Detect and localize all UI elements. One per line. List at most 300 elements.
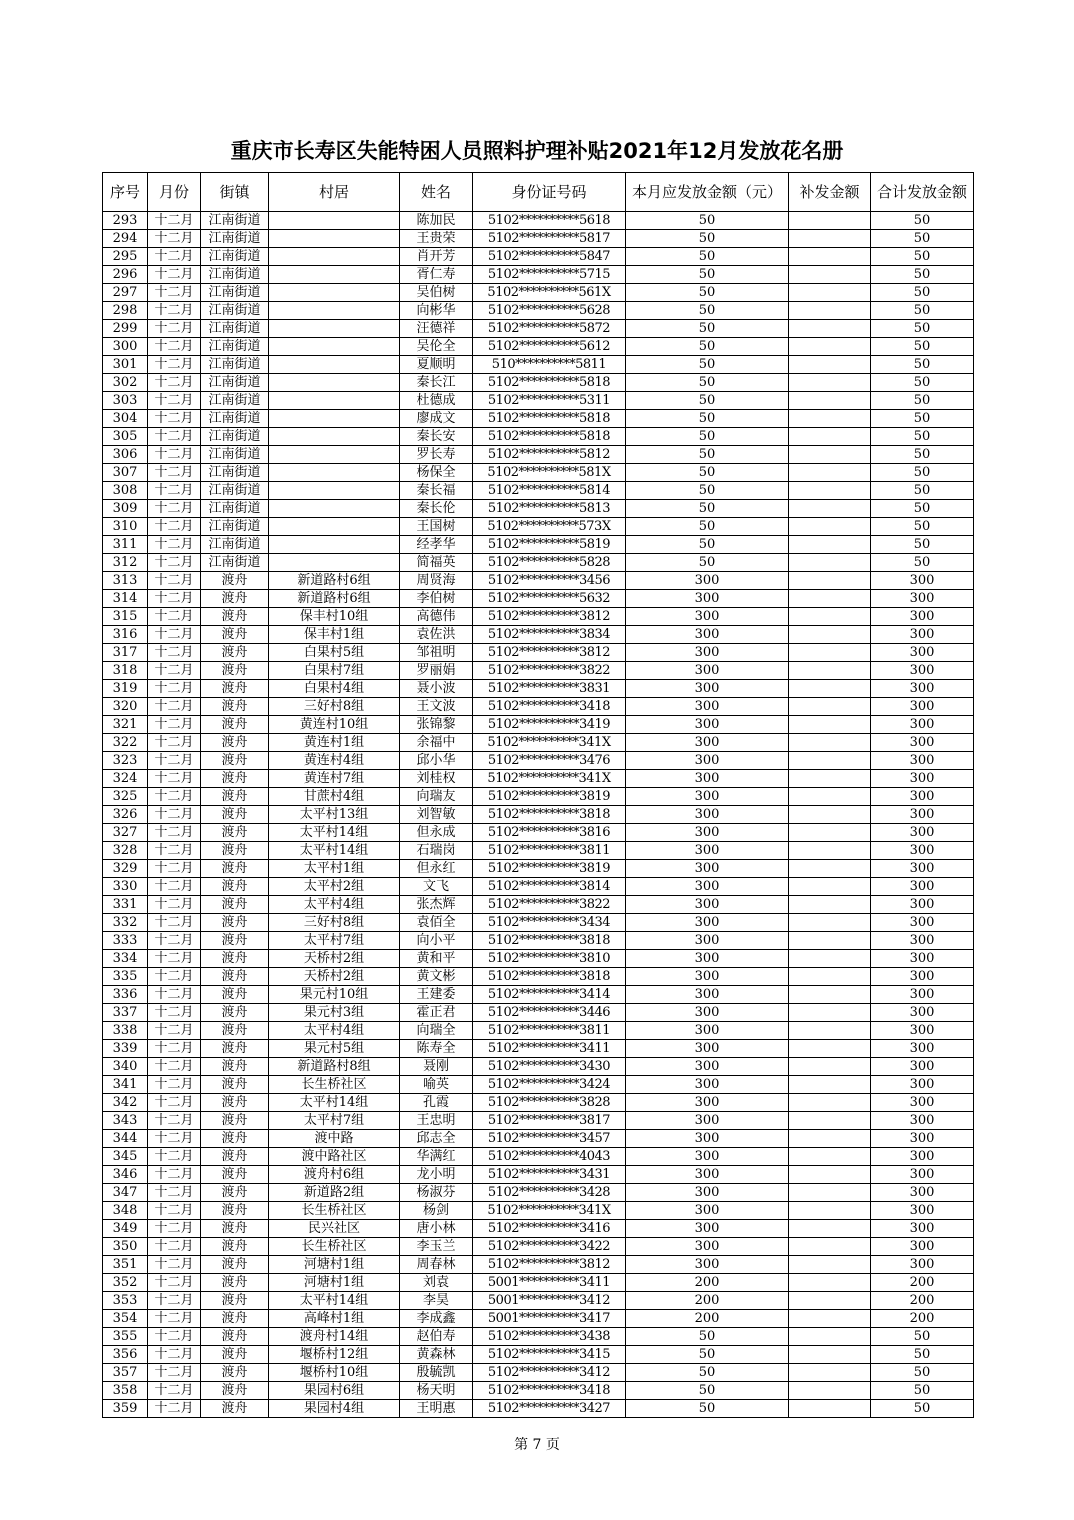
table-row bbox=[103, 284, 974, 302]
seq-cell: 304 bbox=[103, 410, 148, 428]
village-cell: 果园村6组 bbox=[269, 1382, 400, 1400]
table-row bbox=[103, 1040, 974, 1058]
back-pay-cell bbox=[789, 482, 871, 500]
table-row bbox=[103, 860, 974, 878]
seq-cell: 313 bbox=[103, 572, 148, 590]
village-cell: 保丰村1组 bbox=[269, 626, 400, 644]
back-pay-cell bbox=[789, 1184, 871, 1202]
column-header-id-number: 身份证号码 bbox=[473, 173, 626, 212]
seq-cell: 324 bbox=[103, 770, 148, 788]
month-cell: 十二月 bbox=[148, 554, 201, 572]
id-number-cell: 5001**********3417 bbox=[473, 1310, 626, 1328]
table-row bbox=[103, 1004, 974, 1022]
name-cell: 孔霞 bbox=[400, 1094, 473, 1112]
table-row bbox=[103, 1292, 974, 1310]
month-cell: 十二月 bbox=[148, 284, 201, 302]
seq-cell: 355 bbox=[103, 1328, 148, 1346]
seq-cell: 343 bbox=[103, 1112, 148, 1130]
month-cell: 十二月 bbox=[148, 752, 201, 770]
total-amount-cell: 50 bbox=[871, 248, 974, 266]
back-pay-cell bbox=[789, 1166, 871, 1184]
village-cell: 渡舟村14组 bbox=[269, 1328, 400, 1346]
month-cell: 十二月 bbox=[148, 1328, 201, 1346]
month-cell: 十二月 bbox=[148, 788, 201, 806]
back-pay-cell bbox=[789, 644, 871, 662]
month-cell: 十二月 bbox=[148, 302, 201, 320]
back-pay-cell bbox=[789, 230, 871, 248]
back-pay-cell bbox=[789, 590, 871, 608]
month-cell: 十二月 bbox=[148, 1166, 201, 1184]
seq-cell: 297 bbox=[103, 284, 148, 302]
seq-cell: 351 bbox=[103, 1256, 148, 1274]
monthly-amount-cell: 50 bbox=[626, 464, 789, 482]
id-number-cell: 5102**********3819 bbox=[473, 788, 626, 806]
table-row bbox=[103, 1220, 974, 1238]
seq-cell: 328 bbox=[103, 842, 148, 860]
seq-cell: 340 bbox=[103, 1058, 148, 1076]
name-cell: 邱志全 bbox=[400, 1130, 473, 1148]
monthly-amount-cell: 300 bbox=[626, 608, 789, 626]
table-row bbox=[103, 734, 974, 752]
id-number-cell: 5102**********341X bbox=[473, 734, 626, 752]
total-amount-cell: 300 bbox=[871, 968, 974, 986]
id-number-cell: 5102**********561X bbox=[473, 284, 626, 302]
month-cell: 十二月 bbox=[148, 1184, 201, 1202]
table-row bbox=[103, 626, 974, 644]
seq-cell: 309 bbox=[103, 500, 148, 518]
monthly-amount-cell: 300 bbox=[626, 824, 789, 842]
name-cell: 向瑞全 bbox=[400, 1022, 473, 1040]
total-amount-cell: 300 bbox=[871, 608, 974, 626]
id-number-cell: 5102**********3812 bbox=[473, 1256, 626, 1274]
name-cell: 杨剑 bbox=[400, 1202, 473, 1220]
total-amount-cell: 300 bbox=[871, 878, 974, 896]
monthly-amount-cell: 50 bbox=[626, 1346, 789, 1364]
id-number-cell: 5102**********3819 bbox=[473, 860, 626, 878]
id-number-cell: 5102**********3438 bbox=[473, 1328, 626, 1346]
seq-cell: 334 bbox=[103, 950, 148, 968]
id-number-cell: 5102**********5715 bbox=[473, 266, 626, 284]
month-cell: 十二月 bbox=[148, 1220, 201, 1238]
roster-table bbox=[102, 172, 974, 1418]
back-pay-cell bbox=[789, 824, 871, 842]
village-cell: 长生桥社区 bbox=[269, 1076, 400, 1094]
town-cell: 渡舟 bbox=[201, 806, 269, 824]
month-cell: 十二月 bbox=[148, 950, 201, 968]
id-number-cell: 5102**********5828 bbox=[473, 554, 626, 572]
month-cell: 十二月 bbox=[148, 266, 201, 284]
back-pay-cell bbox=[789, 968, 871, 986]
back-pay-cell bbox=[789, 1274, 871, 1292]
monthly-amount-cell: 300 bbox=[626, 860, 789, 878]
id-number-cell: 5102**********5819 bbox=[473, 536, 626, 554]
table-row bbox=[103, 968, 974, 986]
monthly-amount-cell: 50 bbox=[626, 1328, 789, 1346]
town-cell: 渡舟 bbox=[201, 770, 269, 788]
back-pay-cell bbox=[789, 1310, 871, 1328]
village-cell bbox=[269, 446, 400, 464]
id-number-cell: 5102**********5628 bbox=[473, 302, 626, 320]
monthly-amount-cell: 300 bbox=[626, 896, 789, 914]
id-number-cell: 5102**********5311 bbox=[473, 392, 626, 410]
seq-cell: 300 bbox=[103, 338, 148, 356]
back-pay-cell bbox=[789, 212, 871, 230]
town-cell: 渡舟 bbox=[201, 932, 269, 950]
village-cell bbox=[269, 518, 400, 536]
village-cell bbox=[269, 248, 400, 266]
town-cell: 江南街道 bbox=[201, 266, 269, 284]
village-cell bbox=[269, 500, 400, 518]
seq-cell: 306 bbox=[103, 446, 148, 464]
back-pay-cell bbox=[789, 896, 871, 914]
back-pay-cell bbox=[789, 1220, 871, 1238]
seq-cell: 333 bbox=[103, 932, 148, 950]
village-cell bbox=[269, 230, 400, 248]
total-amount-cell: 50 bbox=[871, 1346, 974, 1364]
table-row bbox=[103, 320, 974, 338]
id-number-cell: 5102**********3415 bbox=[473, 1346, 626, 1364]
village-cell: 新道路村8组 bbox=[269, 1058, 400, 1076]
table-row bbox=[103, 230, 974, 248]
name-cell: 李成鑫 bbox=[400, 1310, 473, 1328]
back-pay-cell bbox=[789, 788, 871, 806]
name-cell: 肖开芳 bbox=[400, 248, 473, 266]
monthly-amount-cell: 300 bbox=[626, 1094, 789, 1112]
id-number-cell: 5102**********3411 bbox=[473, 1040, 626, 1058]
table-row bbox=[103, 356, 974, 374]
total-amount-cell: 300 bbox=[871, 950, 974, 968]
back-pay-cell bbox=[789, 1346, 871, 1364]
monthly-amount-cell: 300 bbox=[626, 1238, 789, 1256]
village-cell: 新道路村6组 bbox=[269, 590, 400, 608]
town-cell: 渡舟 bbox=[201, 950, 269, 968]
name-cell: 霍正君 bbox=[400, 1004, 473, 1022]
village-cell: 果元村3组 bbox=[269, 1004, 400, 1022]
seq-cell: 325 bbox=[103, 788, 148, 806]
village-cell: 太平村13组 bbox=[269, 806, 400, 824]
month-cell: 十二月 bbox=[148, 1346, 201, 1364]
total-amount-cell: 50 bbox=[871, 446, 974, 464]
monthly-amount-cell: 50 bbox=[626, 284, 789, 302]
id-number-cell: 5001**********3411 bbox=[473, 1274, 626, 1292]
village-cell bbox=[269, 212, 400, 230]
monthly-amount-cell: 50 bbox=[626, 392, 789, 410]
table-row bbox=[103, 392, 974, 410]
id-number-cell: 5102**********5818 bbox=[473, 410, 626, 428]
back-pay-cell bbox=[789, 680, 871, 698]
town-cell: 渡舟 bbox=[201, 1004, 269, 1022]
seq-cell: 349 bbox=[103, 1220, 148, 1238]
village-cell: 长生桥社区 bbox=[269, 1202, 400, 1220]
id-number-cell: 5102**********3811 bbox=[473, 842, 626, 860]
monthly-amount-cell: 300 bbox=[626, 1130, 789, 1148]
id-number-cell: 5102**********3810 bbox=[473, 950, 626, 968]
total-amount-cell: 50 bbox=[871, 302, 974, 320]
seq-cell: 341 bbox=[103, 1076, 148, 1094]
monthly-amount-cell: 50 bbox=[626, 410, 789, 428]
town-cell: 江南街道 bbox=[201, 374, 269, 392]
month-cell: 十二月 bbox=[148, 1130, 201, 1148]
id-number-cell: 5102**********3476 bbox=[473, 752, 626, 770]
name-cell: 喻英 bbox=[400, 1076, 473, 1094]
name-cell: 邹祖明 bbox=[400, 644, 473, 662]
month-cell: 十二月 bbox=[148, 374, 201, 392]
id-number-cell: 5102**********5612 bbox=[473, 338, 626, 356]
table-row bbox=[103, 770, 974, 788]
table-row bbox=[103, 1202, 974, 1220]
seq-cell: 344 bbox=[103, 1130, 148, 1148]
id-number-cell: 5102**********5814 bbox=[473, 482, 626, 500]
total-amount-cell: 50 bbox=[871, 374, 974, 392]
month-cell: 十二月 bbox=[148, 734, 201, 752]
town-cell: 渡舟 bbox=[201, 1202, 269, 1220]
total-amount-cell: 50 bbox=[871, 1400, 974, 1418]
monthly-amount-cell: 300 bbox=[626, 788, 789, 806]
seq-cell: 303 bbox=[103, 392, 148, 410]
month-cell: 十二月 bbox=[148, 500, 201, 518]
back-pay-cell bbox=[789, 698, 871, 716]
month-cell: 十二月 bbox=[148, 608, 201, 626]
name-cell: 张杰辉 bbox=[400, 896, 473, 914]
table-row bbox=[103, 1058, 974, 1076]
back-pay-cell bbox=[789, 248, 871, 266]
monthly-amount-cell: 50 bbox=[626, 1364, 789, 1382]
town-cell: 渡舟 bbox=[201, 1274, 269, 1292]
total-amount-cell: 50 bbox=[871, 392, 974, 410]
name-cell: 汪德祥 bbox=[400, 320, 473, 338]
village-cell: 三好村8组 bbox=[269, 914, 400, 932]
month-cell: 十二月 bbox=[148, 770, 201, 788]
month-cell: 十二月 bbox=[148, 1238, 201, 1256]
table-row bbox=[103, 1328, 974, 1346]
seq-cell: 321 bbox=[103, 716, 148, 734]
table-row bbox=[103, 1076, 974, 1094]
month-cell: 十二月 bbox=[148, 482, 201, 500]
total-amount-cell: 50 bbox=[871, 428, 974, 446]
name-cell: 李伯树 bbox=[400, 590, 473, 608]
month-cell: 十二月 bbox=[148, 1094, 201, 1112]
back-pay-cell bbox=[789, 1130, 871, 1148]
month-cell: 十二月 bbox=[148, 248, 201, 266]
monthly-amount-cell: 300 bbox=[626, 626, 789, 644]
back-pay-cell bbox=[789, 914, 871, 932]
monthly-amount-cell: 300 bbox=[626, 968, 789, 986]
village-cell: 太平村14组 bbox=[269, 842, 400, 860]
village-cell: 太平村4组 bbox=[269, 1022, 400, 1040]
total-amount-cell: 200 bbox=[871, 1310, 974, 1328]
name-cell: 向小平 bbox=[400, 932, 473, 950]
total-amount-cell: 50 bbox=[871, 1382, 974, 1400]
total-amount-cell: 50 bbox=[871, 410, 974, 428]
monthly-amount-cell: 300 bbox=[626, 680, 789, 698]
town-cell: 渡舟 bbox=[201, 1220, 269, 1238]
table-row bbox=[103, 1166, 974, 1184]
id-number-cell: 5102**********341X bbox=[473, 1202, 626, 1220]
table-row bbox=[103, 1184, 974, 1202]
name-cell: 杨保全 bbox=[400, 464, 473, 482]
monthly-amount-cell: 50 bbox=[626, 554, 789, 572]
id-number-cell: 5102**********3817 bbox=[473, 1112, 626, 1130]
back-pay-cell bbox=[789, 626, 871, 644]
village-cell: 白果村7组 bbox=[269, 662, 400, 680]
name-cell: 王忠明 bbox=[400, 1112, 473, 1130]
town-cell: 渡舟 bbox=[201, 1184, 269, 1202]
name-cell: 赵伯寿 bbox=[400, 1328, 473, 1346]
table-row bbox=[103, 806, 974, 824]
total-amount-cell: 300 bbox=[871, 1112, 974, 1130]
id-number-cell: 5102**********3446 bbox=[473, 1004, 626, 1022]
town-cell: 渡舟 bbox=[201, 608, 269, 626]
seq-cell: 295 bbox=[103, 248, 148, 266]
month-cell: 十二月 bbox=[148, 680, 201, 698]
seq-cell: 327 bbox=[103, 824, 148, 842]
total-amount-cell: 300 bbox=[871, 896, 974, 914]
table-row bbox=[103, 554, 974, 572]
name-cell: 李玉兰 bbox=[400, 1238, 473, 1256]
id-number-cell: 5102**********5618 bbox=[473, 212, 626, 230]
total-amount-cell: 50 bbox=[871, 356, 974, 374]
seq-cell: 296 bbox=[103, 266, 148, 284]
village-cell: 新道路2组 bbox=[269, 1184, 400, 1202]
seq-cell: 332 bbox=[103, 914, 148, 932]
monthly-amount-cell: 300 bbox=[626, 1166, 789, 1184]
town-cell: 渡舟 bbox=[201, 842, 269, 860]
village-cell: 高峰村1组 bbox=[269, 1310, 400, 1328]
monthly-amount-cell: 300 bbox=[626, 1256, 789, 1274]
month-cell: 十二月 bbox=[148, 842, 201, 860]
table-row bbox=[103, 752, 974, 770]
town-cell: 渡舟 bbox=[201, 572, 269, 590]
total-amount-cell: 300 bbox=[871, 1058, 974, 1076]
month-cell: 十二月 bbox=[148, 572, 201, 590]
total-amount-cell: 300 bbox=[871, 572, 974, 590]
name-cell: 文飞 bbox=[400, 878, 473, 896]
total-amount-cell: 50 bbox=[871, 554, 974, 572]
name-cell: 唐小林 bbox=[400, 1220, 473, 1238]
monthly-amount-cell: 50 bbox=[626, 302, 789, 320]
total-amount-cell: 300 bbox=[871, 986, 974, 1004]
town-cell: 渡舟 bbox=[201, 1292, 269, 1310]
table-row bbox=[103, 1400, 974, 1418]
name-cell: 杨淑芬 bbox=[400, 1184, 473, 1202]
name-cell: 刘袁 bbox=[400, 1274, 473, 1292]
monthly-amount-cell: 300 bbox=[626, 1040, 789, 1058]
town-cell: 渡舟 bbox=[201, 824, 269, 842]
month-cell: 十二月 bbox=[148, 824, 201, 842]
total-amount-cell: 200 bbox=[871, 1292, 974, 1310]
back-pay-cell bbox=[789, 932, 871, 950]
town-cell: 江南街道 bbox=[201, 536, 269, 554]
village-cell bbox=[269, 536, 400, 554]
id-number-cell: 5102**********5812 bbox=[473, 446, 626, 464]
total-amount-cell: 300 bbox=[871, 716, 974, 734]
total-amount-cell: 300 bbox=[871, 1004, 974, 1022]
village-cell: 果元村10组 bbox=[269, 986, 400, 1004]
month-cell: 十二月 bbox=[148, 1022, 201, 1040]
village-cell bbox=[269, 410, 400, 428]
month-cell: 十二月 bbox=[148, 1112, 201, 1130]
id-number-cell: 5102**********3430 bbox=[473, 1058, 626, 1076]
village-cell: 保丰村10组 bbox=[269, 608, 400, 626]
back-pay-cell bbox=[789, 1328, 871, 1346]
total-amount-cell: 300 bbox=[871, 1238, 974, 1256]
name-cell: 张锦黎 bbox=[400, 716, 473, 734]
town-cell: 江南街道 bbox=[201, 482, 269, 500]
month-cell: 十二月 bbox=[148, 410, 201, 428]
table-row bbox=[103, 1364, 974, 1382]
id-number-cell: 5102**********3812 bbox=[473, 608, 626, 626]
id-number-cell: 5001**********3412 bbox=[473, 1292, 626, 1310]
village-cell: 太平村14组 bbox=[269, 1094, 400, 1112]
village-cell bbox=[269, 356, 400, 374]
monthly-amount-cell: 300 bbox=[626, 1220, 789, 1238]
back-pay-cell bbox=[789, 734, 871, 752]
total-amount-cell: 300 bbox=[871, 626, 974, 644]
name-cell: 周贤海 bbox=[400, 572, 473, 590]
village-cell: 果园村4组 bbox=[269, 1400, 400, 1418]
village-cell: 天桥村2组 bbox=[269, 968, 400, 986]
back-pay-cell bbox=[789, 1202, 871, 1220]
month-cell: 十二月 bbox=[148, 518, 201, 536]
town-cell: 渡舟 bbox=[201, 968, 269, 986]
seq-cell: 294 bbox=[103, 230, 148, 248]
town-cell: 渡舟 bbox=[201, 1400, 269, 1418]
name-cell: 刘智敏 bbox=[400, 806, 473, 824]
id-number-cell: 5102**********341X bbox=[473, 770, 626, 788]
id-number-cell: 5102**********3828 bbox=[473, 1094, 626, 1112]
back-pay-cell bbox=[789, 284, 871, 302]
seq-cell: 307 bbox=[103, 464, 148, 482]
total-amount-cell: 300 bbox=[871, 662, 974, 680]
monthly-amount-cell: 50 bbox=[626, 446, 789, 464]
back-pay-cell bbox=[789, 500, 871, 518]
monthly-amount-cell: 300 bbox=[626, 698, 789, 716]
id-number-cell: 5102**********3456 bbox=[473, 572, 626, 590]
back-pay-cell bbox=[789, 266, 871, 284]
name-cell: 简福英 bbox=[400, 554, 473, 572]
town-cell: 渡舟 bbox=[201, 1058, 269, 1076]
total-amount-cell: 300 bbox=[871, 1094, 974, 1112]
id-number-cell: 5102**********3422 bbox=[473, 1238, 626, 1256]
town-cell: 渡舟 bbox=[201, 590, 269, 608]
total-amount-cell: 300 bbox=[871, 1148, 974, 1166]
total-amount-cell: 300 bbox=[871, 1076, 974, 1094]
total-amount-cell: 50 bbox=[871, 320, 974, 338]
monthly-amount-cell: 50 bbox=[626, 1382, 789, 1400]
back-pay-cell bbox=[789, 716, 871, 734]
monthly-amount-cell: 50 bbox=[626, 266, 789, 284]
back-pay-cell bbox=[789, 1004, 871, 1022]
seq-cell: 298 bbox=[103, 302, 148, 320]
monthly-amount-cell: 300 bbox=[626, 1004, 789, 1022]
total-amount-cell: 300 bbox=[871, 1022, 974, 1040]
id-number-cell: 5102**********3816 bbox=[473, 824, 626, 842]
monthly-amount-cell: 300 bbox=[626, 1076, 789, 1094]
town-cell: 渡舟 bbox=[201, 1364, 269, 1382]
monthly-amount-cell: 300 bbox=[626, 986, 789, 1004]
name-cell: 陈加民 bbox=[400, 212, 473, 230]
table-row bbox=[103, 1274, 974, 1292]
month-cell: 十二月 bbox=[148, 968, 201, 986]
name-cell: 秦长伦 bbox=[400, 500, 473, 518]
monthly-amount-cell: 200 bbox=[626, 1292, 789, 1310]
village-cell: 渡舟村6组 bbox=[269, 1166, 400, 1184]
monthly-amount-cell: 50 bbox=[626, 374, 789, 392]
table-row bbox=[103, 1022, 974, 1040]
table-row bbox=[103, 680, 974, 698]
total-amount-cell: 300 bbox=[871, 1256, 974, 1274]
month-cell: 十二月 bbox=[148, 1382, 201, 1400]
